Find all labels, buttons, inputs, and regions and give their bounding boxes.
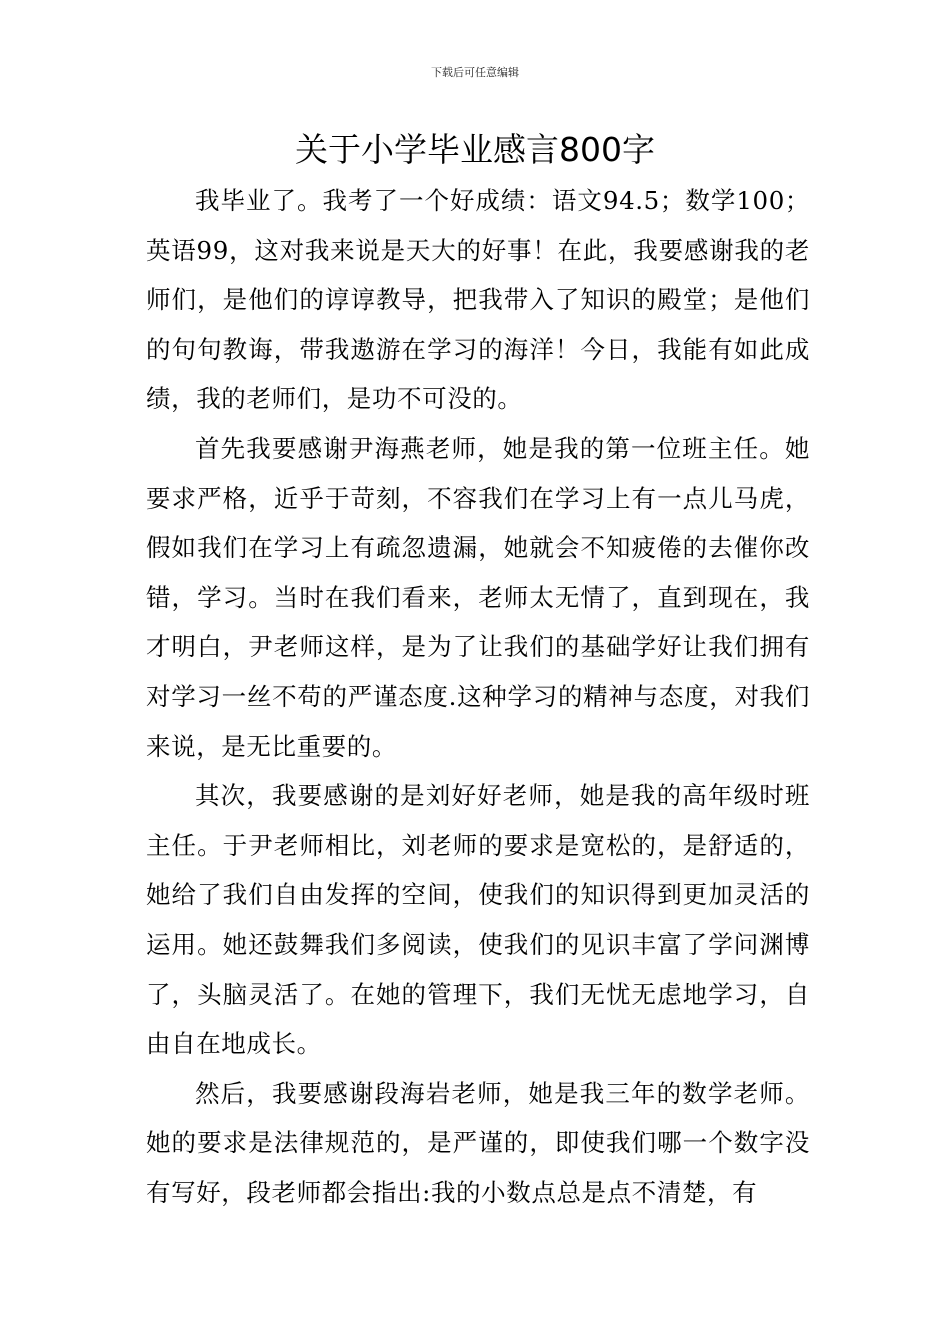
- page-header-note: 下载后可任意编辑: [431, 66, 519, 79]
- paragraph-1: 我毕业了。我考了一个好成绩：语文94.5；数学100；英语99，这对我来说是天大的好事！在此，我要感谢我的老师们，是他们的谆谆教导，把我带入了知识的殿堂；是他们的句句教诲，带我遨游在学习的海洋！今日，我能有如此成绩，我的老师们，是功不可没的。: [146, 186, 810, 414]
- paragraph-2: 首先我要感谢尹海燕老师，她是我的第一位班主任。她要求严格，近乎于苛刻，不容我们在学习上有一点儿马虎，假如我们在学习上有疏忽遗漏，她就会不知疲倦的去催你改错，学习。当时在我们看来，老师太无情了，直到现在，我才明白，尹老师这样，是为了让我们的基础学好让我们拥有对学习一丝不苟的严谨态度.这种学习的精神与态度，对我们来说，是无比重要的。: [146, 433, 810, 761]
- paragraph-4: 然后，我要感谢段海岩老师，她是我三年的数学老师。她的要求是法律规范的，是严谨的，即使我们哪一个数字没有写好，段老师都会指出:我的小数点总是点不清楚，有: [146, 1078, 810, 1207]
- document-body: [146, 176, 810, 1217]
- document-title: 关于小学毕业感言800字: [295, 130, 655, 169]
- paragraph-3: 其次，我要感谢的是刘好好老师，她是我的高年级时班主任。于尹老师相比，刘老师的要求是宽松的，是舒适的，她给了我们自由发挥的空间，使我们的知识得到更加灵活的运用。她还鼓舞我们多阅读，使我们的见识丰富了学问渊博了，头脑灵活了。在她的管理下，我们无忧无虑地学习，自由自在地成长。: [146, 781, 810, 1059]
